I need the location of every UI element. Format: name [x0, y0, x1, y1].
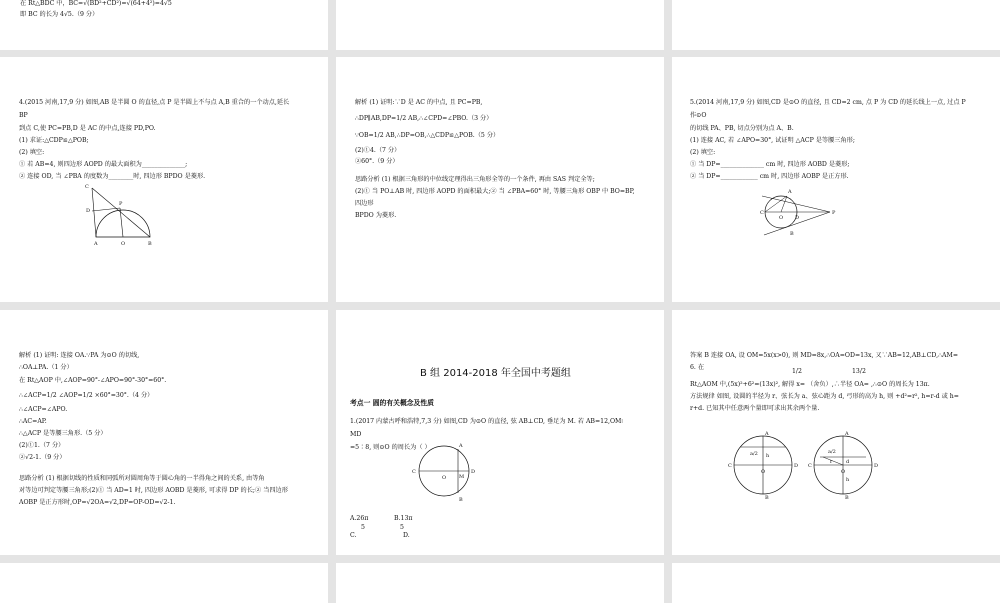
- text-line: ∴DP∥AB,DP=1/2 AB,∴∠CPD=∠PBO.（3 分）: [355, 115, 493, 122]
- fraction-half: 1/2: [792, 368, 802, 375]
- text-line: Rt△AOM 中,(5x)²+6²=(13x)², 解得 x= （舍负）,∴半径 OA= ,∴⊙O 的周长为 13π.: [690, 381, 930, 388]
- text-line: ① 当 DP=______________ cm 时, 四边形 AOBD 是菱形;: [690, 161, 850, 168]
- text-line: (2) 填空:: [19, 149, 45, 156]
- label-a: A: [788, 189, 792, 195]
- label-c: C: [412, 469, 416, 475]
- text-line: (2)①1.（7 分）: [19, 442, 65, 449]
- label-b: B: [845, 495, 849, 501]
- label-p: P: [832, 210, 836, 216]
- text-line: ② 当 DP=____________ cm 时, 四边形 AOBP 是正方形.: [690, 173, 849, 180]
- label-c: C: [85, 184, 89, 190]
- text-line: 的切线 PA、PB, 切点分别为点 A、B.: [690, 125, 794, 132]
- text-line: ②√2-1.（9 分）: [19, 454, 66, 461]
- fraction-thirteen-half: 13/2: [852, 368, 866, 375]
- text-line: ∴AC=AP.: [19, 418, 47, 425]
- label-h: h: [766, 453, 770, 459]
- text-line: ② 连接 OD, 当 ∠PBA 的度数为________时, 四边形 BPDO 是菱形.: [19, 173, 206, 180]
- label-half-a: a/2: [750, 451, 758, 457]
- text-line: 4.(2015 河南,17,9 分) 如图,AB 是半圆 O 的直径,点 P 是半圆上不与点 A,B 重合的一个动点,延长: [19, 99, 290, 106]
- text-line: ∴△ACP 是等腰三角形.（5 分）: [19, 430, 107, 437]
- slide-problem-4: [0, 57, 328, 302]
- option-a[interactable]: A.26π: [350, 515, 369, 522]
- text-line: ∴OA⊥PA.（1 分）: [19, 364, 73, 371]
- label-p: P: [119, 201, 123, 207]
- label-d: D: [874, 463, 879, 469]
- text-line: 答案 B 连接 OA, 设 OM=5x(x>0), 则 MD=8x,∴OA=OD=13x, 又∵AB=12,AB⊥CD,∴AM=: [690, 352, 959, 359]
- text-line: (2)① 当 PO⊥AB 时, 四边形 AOPD 的面积最大;② 当 ∠PBA=60° 时, 等腰三角形 OBP 中 BO=BP,: [355, 188, 635, 195]
- text-line: 6. 在: [690, 364, 705, 371]
- circle-formula-figure-1: [728, 431, 799, 501]
- text-line: 解析 (1) 证明:∵D 是 AC 的中点, 且 PC=PB,: [355, 99, 483, 106]
- text-line: AOBP 是正方形时,OP=√2OA=√2,DP=OP-OD=√2-1.: [19, 499, 176, 506]
- label-a: A: [94, 241, 98, 247]
- page-title: B 组 2014-2018 年全国中考题组: [420, 368, 571, 379]
- text-line: 四边形: [355, 200, 374, 207]
- text-line: (1) 求证:△CDP≌△POB;: [19, 137, 89, 144]
- label-d: D: [471, 469, 476, 475]
- label-o: O: [841, 469, 846, 475]
- text-line: ∴∠ACP=1/2 ∠AOP=1/2 ×60°=30°.（4 分）: [19, 392, 154, 399]
- slide-group-b: [336, 310, 664, 555]
- slide-top-left: [0, 0, 328, 50]
- label-b: B: [790, 231, 794, 237]
- label-h: h: [846, 477, 850, 483]
- label-o: O: [761, 469, 766, 475]
- text-line: BP: [19, 112, 28, 119]
- slide-problem-5: [672, 57, 1000, 302]
- text-line: 到点 C,使 PC=PB,D 是 AC 的中点,连接 PD,PO.: [19, 125, 156, 132]
- slide-top-right: [672, 0, 1000, 50]
- text-line: r+d. 已知其中任意两个量即可求出其余两个量.: [690, 405, 820, 412]
- label-b: B: [459, 497, 463, 503]
- label-m: M: [459, 474, 465, 480]
- slide-answer-1: [672, 310, 1000, 555]
- label-o: O: [121, 241, 126, 247]
- text-line: ∴∠ACP=∠APO.: [19, 406, 68, 413]
- slide-next-right: [672, 563, 1000, 603]
- section-heading: 考点一 圆的有关概念及性质: [350, 399, 434, 407]
- label-c: C: [728, 463, 732, 469]
- text-line: 1.(2017 内蒙古呼和浩特,7,3 分) 如图,CD 为⊙O 的直径, 弦 AB⊥CD, 垂足为 M. 若 AB=12,OM∶: [350, 418, 624, 425]
- text-line: 思路分析 (1) 根据三角形的中位线定理得出三角形全等的一个条件, 再由 SAS 判定全等;: [355, 176, 595, 183]
- slide-next-middle: [336, 563, 664, 603]
- circle-formula-figure-2: [808, 431, 879, 501]
- text-line: 作⊙O: [690, 112, 707, 119]
- option-b-denominator: 5: [400, 524, 404, 531]
- label-d: D: [794, 463, 799, 469]
- text-line: 5.(2014 河南,17,9 分) 如图,CD 是⊙O 的直径, 且 CD=2 cm, 点 P 为 CD 的延长线上一点, 过点 P: [690, 99, 966, 106]
- label-b: B: [765, 495, 769, 501]
- label-a: A: [459, 443, 463, 449]
- label-d-small: d: [846, 459, 850, 465]
- text-line: ②60°.（9 分）: [355, 158, 399, 165]
- text-line: 即 BC 的长为 4√5.（9 分）: [20, 11, 99, 18]
- label-d: D: [86, 208, 91, 214]
- tangent-circle-figure: [760, 183, 850, 243]
- text-line: (2) 填空:: [690, 149, 716, 156]
- label-c: C: [808, 463, 812, 469]
- text-line: ① 若 AB=4, 则四边形 AOPD 的最大面积为______________;: [19, 161, 188, 168]
- text-line: MD: [350, 431, 362, 438]
- text-line: 在 Rt△BDC 中，BC=√(BD²+CD²)=√(64+4²)=4√5: [20, 0, 172, 7]
- slide-solution-5: [0, 310, 328, 555]
- text-line: (2)①4.（7 分）: [355, 147, 401, 154]
- option-c[interactable]: C.: [350, 532, 357, 539]
- text-line: 解析 (1) 证明: 连接 OA.∵PA 为⊙O 的切线,: [19, 352, 140, 359]
- slide-top-middle: [336, 0, 664, 50]
- label-d: D: [795, 215, 800, 221]
- text-line: 方法规律 如图, 设圆的半径为 r、弦长为 a、弦心距为 d, 弓形的高为 h, 则 +d²=r², h=r-d 或 h=: [690, 393, 959, 400]
- semicircle-figure: [84, 183, 164, 248]
- text-line: 思路分析 (1) 根据切线的性质和同弧所对圆周角等于圆心角的一半得角之间的关系, 由等角: [19, 475, 265, 482]
- text-line: =5∶8, 则⊙O 的周长为（ ）: [350, 444, 431, 451]
- label-o: O: [779, 215, 784, 221]
- label-c: C: [760, 210, 764, 216]
- text-line: 对等边可判定等腰三角形;(2)① 当 AD=1 时, 四边形 AOBD 是菱形, 可求得 DP 的长;② 当四边形: [19, 487, 288, 494]
- option-d[interactable]: D.: [403, 532, 410, 539]
- circle-chord-figure: [412, 443, 482, 503]
- label-half-a: a/2: [828, 449, 836, 455]
- label-a: A: [845, 431, 849, 437]
- option-a-denominator: 5: [361, 524, 365, 531]
- option-b[interactable]: B.13π: [394, 515, 413, 522]
- slide-next-left: [0, 563, 328, 603]
- text-line: (1) 连接 AC, 若 ∠APO=30°, 试证明 △ACP 是等腰三角形;: [690, 137, 855, 144]
- text-line: 在 Rt△AOP 中,∠AOP=90°-∠APO=90°-30°=60°.: [19, 377, 167, 384]
- text-line: BPDO 为菱形.: [355, 212, 397, 219]
- label-b: B: [148, 241, 152, 247]
- text-line: ∵OB=1/2 AB,∴DP=OB,∴△CDP≌△POB.（5 分）: [355, 132, 500, 139]
- slide-solution-4: [336, 57, 664, 302]
- label-a: A: [765, 431, 769, 437]
- label-r: r: [830, 459, 833, 465]
- label-o: O: [442, 475, 447, 481]
